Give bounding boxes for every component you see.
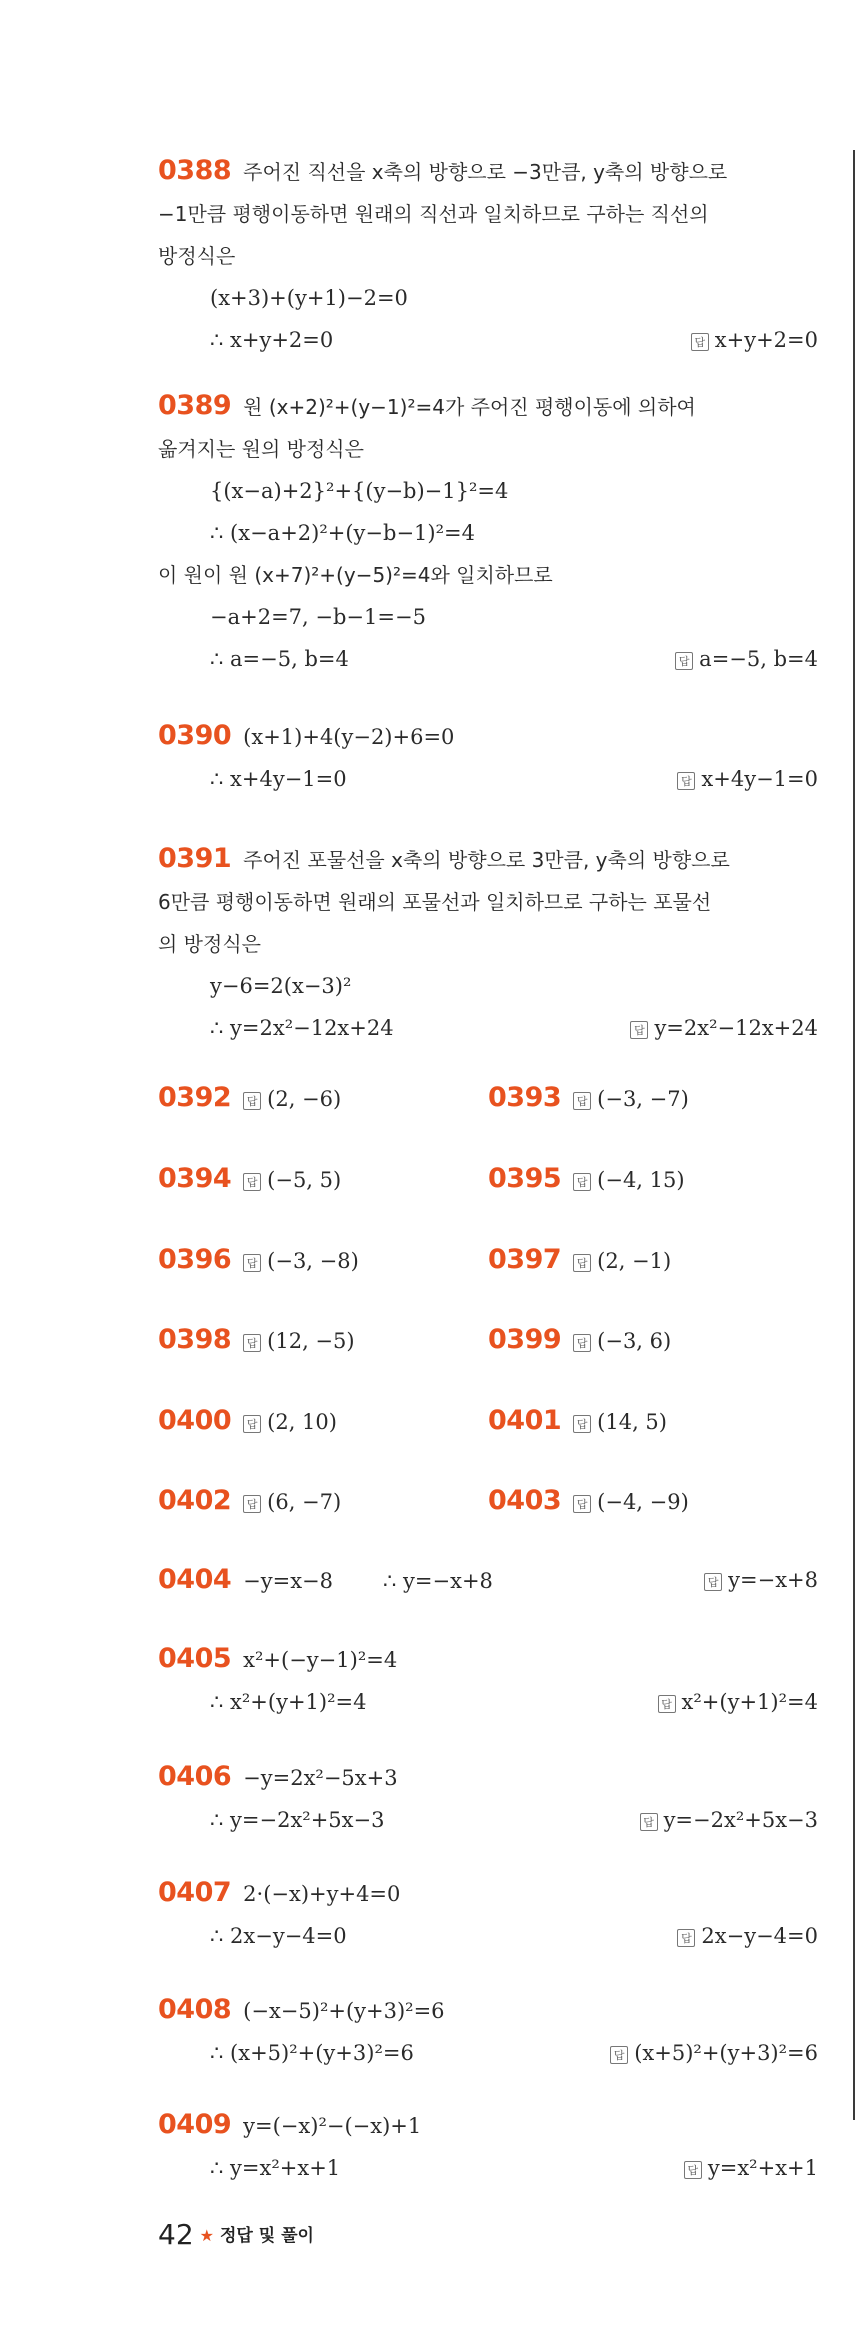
equation: ∴ x+4y−1=0 bbox=[210, 767, 347, 791]
answer bbox=[610, 2032, 818, 2074]
answer-icon: 답 bbox=[573, 1173, 591, 1191]
equation: ∴ y=−2x²+5x−3 bbox=[210, 1808, 385, 1832]
answer-value: (−4, −9) bbox=[597, 1490, 689, 1514]
solution-text: 방정식은 bbox=[158, 244, 236, 268]
problem-0397 bbox=[488, 1239, 671, 1282]
star-icon: ★ bbox=[199, 2226, 214, 2245]
answer-value: x²+(y+1)²=4 bbox=[681, 1690, 818, 1714]
problem-number: 0388 bbox=[158, 155, 232, 186]
answer bbox=[675, 638, 818, 680]
answer-icon: 답 bbox=[691, 333, 709, 351]
equation: ∴ (x−a+2)²+(y−b−1)²=4 bbox=[210, 521, 475, 545]
answer bbox=[684, 2147, 818, 2189]
problem-0389 bbox=[158, 385, 818, 680]
answer-icon: 답 bbox=[658, 1695, 676, 1713]
equation: {(x−a)+2}²+{(y−b)−1}²=4 bbox=[210, 479, 509, 503]
problem-0402 bbox=[158, 1480, 341, 1523]
answer-icon: 답 bbox=[610, 2046, 628, 2064]
equation: −y=2x²−5x+3 bbox=[243, 1766, 398, 1790]
answer-icon: 답 bbox=[243, 1254, 261, 1272]
answer bbox=[658, 1681, 818, 1723]
answer-value: 2x−y−4=0 bbox=[701, 1924, 818, 1948]
answer-value: x+y+2=0 bbox=[714, 328, 818, 352]
answer bbox=[640, 1799, 818, 1841]
answer-icon: 답 bbox=[677, 1929, 695, 1947]
answer-value: y=2x²−12x+24 bbox=[654, 1016, 818, 1040]
problem-number: 0396 bbox=[158, 1244, 232, 1275]
problem-number: 0394 bbox=[158, 1163, 232, 1194]
problem-0394 bbox=[158, 1158, 341, 1201]
answer-value: (12, −5) bbox=[267, 1329, 355, 1353]
problem-0409 bbox=[158, 2104, 818, 2189]
problem-0403 bbox=[488, 1480, 689, 1523]
problem-number: 0400 bbox=[158, 1405, 232, 1436]
equation: 2·(−x)+y+4=0 bbox=[243, 1882, 401, 1906]
answer-value: (2, −1) bbox=[597, 1249, 672, 1273]
answer-value: (−4, 15) bbox=[597, 1168, 685, 1192]
equation: y=(−x)²−(−x)+1 bbox=[243, 2114, 422, 2138]
problem-0392 bbox=[158, 1077, 341, 1120]
problem-0408 bbox=[158, 1989, 818, 2074]
answer-icon: 답 bbox=[630, 1021, 648, 1039]
problem-number: 0398 bbox=[158, 1324, 232, 1355]
problem-0399 bbox=[488, 1319, 671, 1362]
solution-text: 원 (x+2)²+(y−1)²=4가 주어진 평행이동에 의하여 bbox=[243, 395, 696, 419]
equation: y−6=2(x−3)² bbox=[210, 974, 352, 998]
answer-value: (14, 5) bbox=[597, 1410, 667, 1434]
answer-value: (−3, −8) bbox=[267, 1249, 359, 1273]
answer-value: y=x²+x+1 bbox=[707, 2156, 818, 2180]
answer-icon: 답 bbox=[640, 1813, 658, 1831]
problem-number: 0406 bbox=[158, 1761, 232, 1792]
page-footer bbox=[158, 2218, 314, 2251]
answer-value: (2, −6) bbox=[267, 1087, 342, 1111]
answer-icon: 답 bbox=[684, 2161, 702, 2179]
answer-icon: 답 bbox=[573, 1092, 591, 1110]
problem-number: 0392 bbox=[158, 1082, 232, 1113]
equation: (x+1)+4(y−2)+6=0 bbox=[243, 725, 455, 749]
equation: ∴ 2x−y−4=0 bbox=[210, 1924, 347, 1948]
answer-icon: 답 bbox=[243, 1415, 261, 1433]
answer-icon: 답 bbox=[675, 652, 693, 670]
problem-0406 bbox=[158, 1756, 818, 1841]
solution-text: 주어진 포물선을 x축의 방향으로 3만큼, y축의 방향으로 bbox=[243, 848, 730, 872]
solution-text: 의 방정식은 bbox=[158, 932, 261, 956]
answer-icon: 답 bbox=[677, 772, 695, 790]
answer-value: a=−5, b=4 bbox=[699, 647, 818, 671]
problem-number: 0403 bbox=[488, 1485, 562, 1516]
answer-icon: 답 bbox=[573, 1495, 591, 1513]
answer bbox=[630, 1007, 818, 1049]
solution-text: 주어진 직선을 x축의 방향으로 −3만큼, y축의 방향으로 bbox=[243, 160, 728, 184]
equation: (−x−5)²+(y+3)²=6 bbox=[243, 1999, 445, 2023]
answer bbox=[691, 319, 818, 361]
problem-number: 0404 bbox=[158, 1564, 232, 1595]
equation: ∴ y=2x²−12x+24 bbox=[210, 1016, 394, 1040]
answer-value: (−3, 6) bbox=[597, 1329, 672, 1353]
problem-number: 0389 bbox=[158, 390, 232, 421]
equation: ∴ y=−x+8 bbox=[383, 1569, 493, 1593]
problem-0405 bbox=[158, 1638, 818, 1723]
answer-value: (2, 10) bbox=[267, 1410, 337, 1434]
footer-title: 정답 및 풀이 bbox=[219, 2226, 314, 2246]
answer-icon: 답 bbox=[573, 1254, 591, 1272]
problem-0404 bbox=[158, 1559, 818, 1602]
problem-0398 bbox=[158, 1319, 355, 1362]
problem-0391 bbox=[158, 838, 818, 1049]
answer-icon: 답 bbox=[243, 1173, 261, 1191]
solution-text: 이 원이 원 (x+7)²+(y−5)²=4와 일치하므로 bbox=[158, 563, 553, 587]
equation: −y=x−8 bbox=[243, 1569, 334, 1593]
equation: ∴ a=−5, b=4 bbox=[210, 647, 349, 671]
problem-number: 0401 bbox=[488, 1405, 562, 1436]
answer-value: y=−x+8 bbox=[728, 1568, 818, 1592]
equation: ∴ x+y+2=0 bbox=[210, 328, 334, 352]
problem-number: 0390 bbox=[158, 720, 232, 751]
problem-number: 0408 bbox=[158, 1994, 232, 2025]
equation: x²+(−y−1)²=4 bbox=[243, 1648, 398, 1672]
answer bbox=[677, 758, 818, 800]
answer-icon: 답 bbox=[243, 1495, 261, 1513]
answer-value: (−3, −7) bbox=[597, 1087, 689, 1111]
problem-0396 bbox=[158, 1239, 359, 1282]
equation: ∴ (x+5)²+(y+3)²=6 bbox=[210, 2041, 414, 2065]
problem-number: 0397 bbox=[488, 1244, 562, 1275]
problem-number: 0402 bbox=[158, 1485, 232, 1516]
problem-number: 0409 bbox=[158, 2109, 232, 2140]
solution-text: −1만큼 평행이동하면 원래의 직선과 일치하므로 구하는 직선의 bbox=[158, 202, 709, 226]
problem-number: 0393 bbox=[488, 1082, 562, 1113]
answer-icon: 답 bbox=[704, 1573, 722, 1591]
answer-icon: 답 bbox=[573, 1415, 591, 1433]
answer-icon: 답 bbox=[243, 1334, 261, 1352]
problem-number: 0391 bbox=[158, 843, 232, 874]
answer-icon: 답 bbox=[573, 1334, 591, 1352]
problem-number: 0407 bbox=[158, 1877, 232, 1908]
answer bbox=[704, 1559, 818, 1601]
equation: −a+2=7, −b−1=−5 bbox=[210, 605, 426, 629]
problem-number: 0399 bbox=[488, 1324, 562, 1355]
equation: (x+3)+(y+1)−2=0 bbox=[210, 286, 408, 310]
answer bbox=[677, 1915, 818, 1957]
answer-value: y=−2x²+5x−3 bbox=[663, 1808, 818, 1832]
problem-0395 bbox=[488, 1158, 685, 1201]
solution-text: 6만큼 평행이동하면 원래의 포물선과 일치하므로 구하는 포물선 bbox=[158, 890, 712, 914]
problem-0393 bbox=[488, 1077, 689, 1120]
problem-0390 bbox=[158, 715, 818, 800]
answer-value: (6, −7) bbox=[267, 1490, 342, 1514]
page-number: 42 bbox=[158, 2218, 194, 2251]
problem-number: 0405 bbox=[158, 1643, 232, 1674]
problem-0400 bbox=[158, 1400, 337, 1443]
answer-value: x+4y−1=0 bbox=[701, 767, 818, 791]
problem-number: 0395 bbox=[488, 1163, 562, 1194]
problem-0401 bbox=[488, 1400, 667, 1443]
problem-0407 bbox=[158, 1872, 818, 1957]
equation: ∴ x²+(y+1)²=4 bbox=[210, 1690, 367, 1714]
problem-0388 bbox=[158, 150, 818, 361]
answer-value: (x+5)²+(y+3)²=6 bbox=[634, 2041, 818, 2065]
column-rule bbox=[853, 150, 855, 2120]
answer-icon: 답 bbox=[243, 1092, 261, 1110]
solution-text: 옮겨지는 원의 방정식은 bbox=[158, 437, 364, 461]
answer-value: (−5, 5) bbox=[267, 1168, 342, 1192]
equation: ∴ y=x²+x+1 bbox=[210, 2156, 341, 2180]
